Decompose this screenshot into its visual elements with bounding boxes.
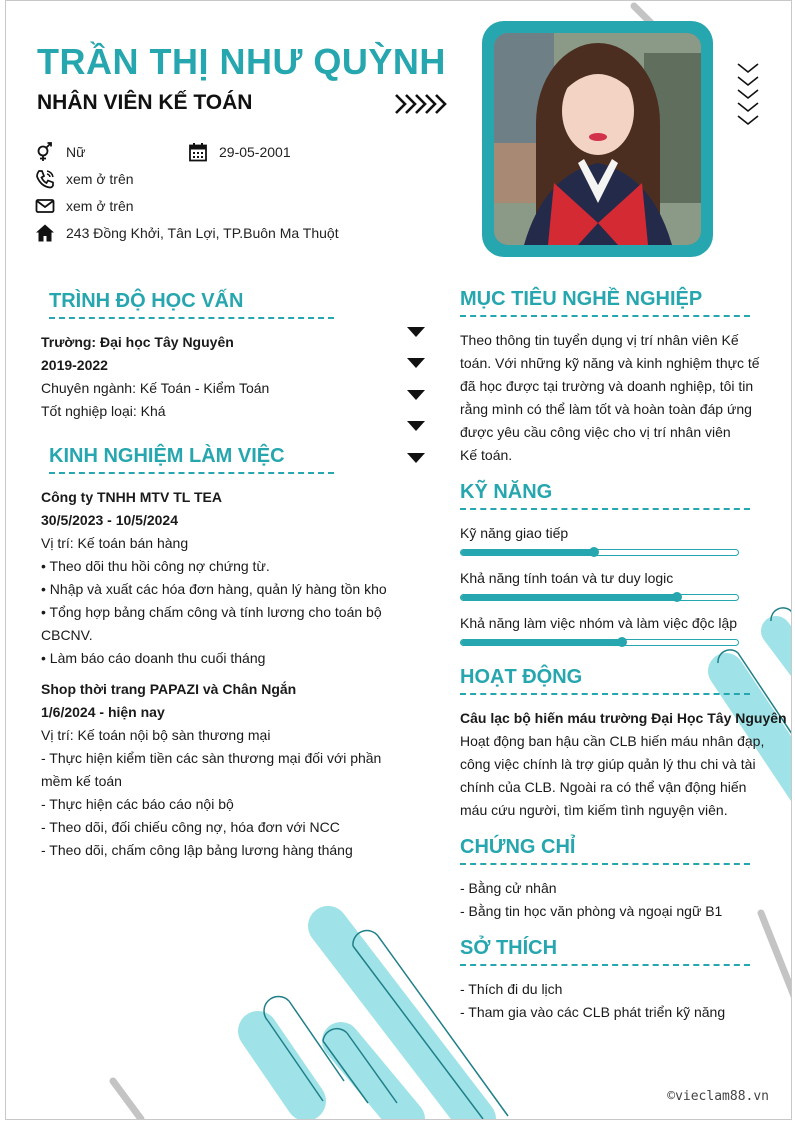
triangle-down-icon [407,390,425,400]
skill-label: Khả năng tính toán và tư duy logic [460,570,674,586]
job-line: - Theo dõi, chấm công lập bảng lương hàng tháng [41,842,353,858]
job-line: • Tổng hợp bảng chấm công và tính lương cho toán bộ [41,604,382,620]
skills-title: KỸ NĂNG [460,481,553,503]
activities-title: HOẠT ĐỘNG [460,666,583,688]
watermark: ©vieclam88.vn [667,1089,769,1104]
portrait-illustration [494,33,701,245]
objective-divider [460,315,750,317]
gender-icon [35,142,55,162]
skill-bar-fill [461,640,622,645]
skills-divider [460,508,750,510]
chevrons-right-icon [394,93,450,115]
experience-job-2 [41,678,411,862]
address-value: 243 Đồng Khởi, Tân Lợi, TP.Buôn Ma Thuột [66,225,339,241]
email-value: xem ở trên [66,198,134,214]
gender-value: Nữ [66,144,86,160]
activity-line: chính của CLB. Ngoài ra có thể vận động hiến [460,779,747,795]
objective-line: được yêu cầu công việc cho vị trí nhân viên [460,424,731,440]
education-years: 2019-2022 [41,357,108,373]
skill-bar-knob [589,547,599,557]
job-line: CBCNV. [41,627,93,643]
objective-line: Theo thông tin tuyển dụng vị trí nhân viên Kế [460,332,739,348]
profile-photo [494,33,701,245]
hobbies-list [460,978,765,1024]
job-period: 30/5/2023 - 10/5/2024 [41,512,179,528]
cv-page [5,0,792,1120]
objective-line: Kế toán. [460,447,513,463]
full-name: TRẦN THỊ NHƯ QUỲNH [37,41,446,82]
job-period: 1/6/2024 - hiện nay [41,704,165,720]
bottom-decoration [113,926,508,1119]
skill-bar-knob [672,592,682,602]
calendar-icon [188,142,208,162]
skill-bar-fill [461,595,677,600]
certificate-item: - Bằng cử nhân [460,880,557,896]
objective-text [460,329,765,467]
activity-line: máu cứu người, tìm kiếm tình nguyện viên. [460,802,728,818]
certificates-list [460,877,765,923]
job-position: Vị trí: Kế toán nội bộ sàn thương mại [41,727,271,743]
activities-text [460,707,787,822]
profile-photo-frame [482,21,713,257]
skill-bar [460,549,739,556]
skill-label: Khả năng làm việc nhóm và làm việc độc lập [460,615,738,631]
objective-line: đã học được tại trường và doanh nghiệp, tôi tin [460,378,754,394]
job-company: Công ty TNHH MTV TL TEA [41,489,222,505]
education-grade: Tốt nghiệp loại: Khá [41,403,166,419]
mail-icon [35,196,55,216]
certificates-title: CHỨNG CHỈ [460,836,576,858]
education-title: TRÌNH ĐỘ HỌC VẤN [49,290,244,312]
triangle-down-icon [407,327,425,337]
hobbies-title: SỞ THÍCH [460,937,558,959]
job-company: Shop thời trang PAPAZI và Chân Ngắn [41,681,297,697]
activity-line: công việc chính là trợ giúp quản lý thu chi và tài [460,756,756,772]
skill-bar [460,639,739,646]
job-line: - Theo dõi, đối chiếu công nợ, hóa đơn với NCC [41,819,340,835]
job-line: - Thực hiện các báo cáo nội bộ [41,796,234,812]
objective-line: rằng mình có thể làm tốt và hoàn toàn đáp ứng [460,401,752,417]
education-major: Chuyên ngành: Kế Toán - Kiểm Toán [41,380,270,396]
activities-divider [460,693,750,695]
certificate-item: - Bằng tin học văn phòng và ngoại ngữ B1 [460,903,723,919]
certificates-divider [460,863,750,865]
hobby-item: - Thích đi du lịch [460,981,563,997]
experience-job-1 [41,486,411,670]
skill-bar-knob [617,637,627,647]
education-block [41,331,411,423]
job-position: Vị trí: Kế toán bán hàng [41,535,189,551]
dob-value: 29-05-2001 [219,144,291,160]
home-icon [35,223,55,243]
experience-divider [49,472,334,474]
job-line: mềm kế toán [41,773,122,789]
hobby-item: - Tham gia vào các CLB phát triển kỹ năng [460,1004,726,1020]
job-line: • Theo dõi thu hồi công nợ chứng từ. [41,558,270,574]
hobbies-divider [460,964,750,966]
job-line: - Thực hiện kiểm tiền các sàn thương mại đối với phần [41,750,382,766]
phone-value: xem ở trên [66,171,134,187]
activity-line: Hoạt động ban hậu cần CLB hiến máu nhân đạp, [460,733,765,749]
job-line: • Làm báo cáo doanh thu cuối tháng [41,650,266,666]
skill-bar [460,594,739,601]
skill-bar-fill [461,550,594,555]
objective-line: toán. Với những kỹ năng và kinh nghiệm thực tế [460,355,760,371]
education-school: Trường: Đại học Tây Nguyên [41,334,234,350]
triangle-down-icon [407,421,425,431]
job-line: • Nhập và xuất các hóa đơn hàng, quản lý hàng tồn kho [41,581,387,597]
activity-org: Câu lạc bộ hiến máu trường Đại Học Tây Nguyên [460,710,787,726]
triangle-down-icon [407,358,425,368]
chevrons-down-icon [736,61,760,127]
triangle-down-icon [407,453,425,463]
experience-title: KINH NGHIỆM LÀM VIỆC [49,445,285,467]
job-title: NHÂN VIÊN KẾ TOÁN [37,91,253,114]
skill-label: Kỹ năng giao tiếp [460,525,569,541]
education-divider [49,317,334,319]
objective-title: MỤC TIÊU NGHỀ NGHIỆP [460,288,703,310]
phone-icon [35,169,55,189]
